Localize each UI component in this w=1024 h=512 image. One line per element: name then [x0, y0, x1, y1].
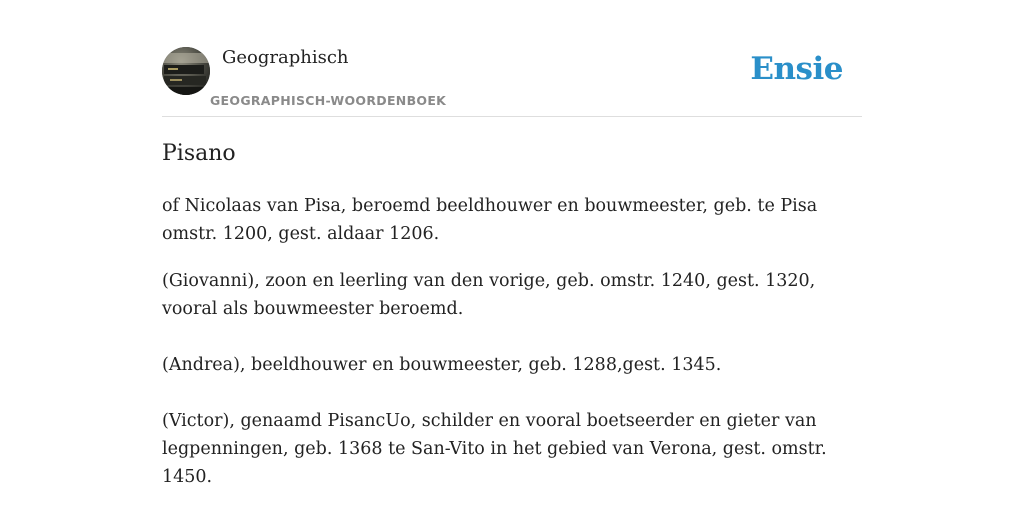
page-container — [162, 0, 862, 487]
entry-paragraph: (Andrea), beeldhouwer en bouwmeester, geb. 1288,gest. 1345. — [162, 355, 722, 375]
source-header — [162, 0, 862, 117]
source-title[interactable]: Geographisch — [222, 47, 349, 68]
entry-body — [162, 192, 862, 491]
entry-paragraph: (Victor), genaamd PisancUo, schilder en vooral boetseerder en gieter van legpenningen, geb. 1368 te San-Vito in het gebied van Verona, gest. omstr. 1450. — [162, 411, 827, 487]
entry-paragraph: (Giovanni), zoon en leerling van den vorige, geb. omstr. 1240, gest. 1320, vooral als bouwmeester beroemd. — [162, 271, 816, 319]
entry-paragraph: of Nicolaas van Pisa, beroemd beeldhouwer en bouwmeester, geb. te Pisa omstr. 1200, gest. aldaar 1206. — [162, 196, 818, 244]
source-slug[interactable]: GEOGRAPHISCH-WOORDENBOEK — [210, 93, 447, 108]
books-photo-icon — [162, 47, 210, 95]
entry-title: Pisano — [162, 141, 236, 166]
ensie-logo-link[interactable]: Ensie — [750, 51, 843, 87]
source-avatar[interactable] — [162, 47, 210, 95]
